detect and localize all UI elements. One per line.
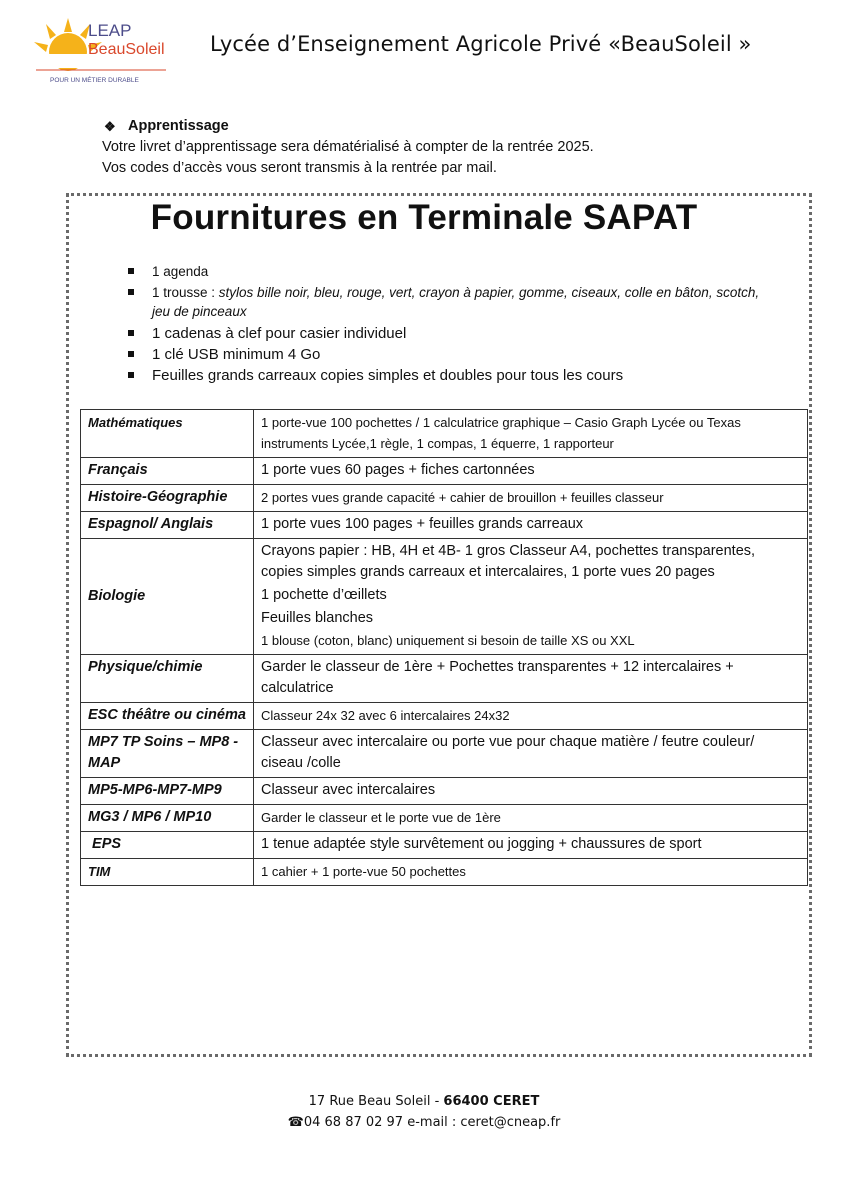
list-item: 1 agenda <box>128 262 768 281</box>
details-cell: Classeur avec intercalaires <box>254 778 808 805</box>
details-cell: 1 porte vues 100 pages + feuilles grands carreaux <box>254 512 808 539</box>
logo-line1: LEAP <box>88 21 132 40</box>
square-bullet-icon <box>128 330 134 336</box>
table-row <box>81 730 808 778</box>
biologie-line-3: Feuilles blanches <box>261 610 374 626</box>
table-row <box>81 859 808 886</box>
footer-city: 66400 CERET <box>443 1094 540 1109</box>
logo-line2: BeauSoleil <box>88 41 165 58</box>
details-cell: Classeur avec intercalaire ou porte vue pour chaque matière / feutre couleur/ ciseau /colle <box>254 730 808 778</box>
supplies-list <box>128 262 768 386</box>
details-cell: 1 porte-vue 100 pochettes / 1 calculatrice graphique – Casio Graph Lycée ou Texas instruments Lycée,1 règle, 1 compas, 1 équerre, 1 rapporteur <box>254 410 808 458</box>
table-row <box>81 703 808 730</box>
list-item: 1 trousse : stylos bille noir, bleu, rouge, vert, crayon à papier, gomme, ciseaux, colle en bâton, scotch, jeu de pinceaux <box>128 283 768 321</box>
footer-contact <box>0 1112 848 1133</box>
table-row <box>81 805 808 832</box>
details-cell: Garder le classeur et le porte vue de 1ère <box>254 805 808 832</box>
biologie-line-2: 1 pochette d’œillets <box>261 587 387 603</box>
biologie-line-4: 1 blouse (coton, blanc) uniquement si besoin de taille XS ou XXL <box>261 633 635 648</box>
details-cell: Classeur 24x 32 avec 6 intercalaires 24x32 <box>254 703 808 730</box>
table-row <box>81 832 808 859</box>
page-title: Fournitures en Terminale SAPAT <box>150 198 698 237</box>
details-cell: 1 porte vues 60 pages + fiches cartonnées <box>254 458 808 485</box>
biologie-line-1: Crayons papier : HB, 4H et 4B- 1 gros Classeur A4, pochettes transparentes, copies simples grands carreaux et intercalaires, 1 porte vues 20 pages <box>261 543 756 580</box>
subject-cell: Mathématiques <box>81 410 254 458</box>
square-bullet-icon <box>128 289 134 295</box>
diamond-bullet-icon: ❖ <box>104 119 116 134</box>
subject-cell: Histoire-Géographie <box>81 485 254 512</box>
table-row <box>81 410 808 458</box>
apprentissage-section <box>102 116 594 179</box>
details-cell: 2 portes vues grande capacité + cahier de brouillon + feuilles classeur <box>254 485 808 512</box>
subject-cell: MP5-MP6-MP7-MP9 <box>81 778 254 805</box>
footer-phone-email: 04 68 87 02 97 e-mail : ceret@cneap.fr <box>303 1115 561 1130</box>
subject-cell: Biologie <box>81 539 254 655</box>
table-row <box>81 485 808 512</box>
subject-cell: TIM <box>81 859 254 886</box>
details-cell <box>254 539 808 655</box>
school-title: Lycée d’Enseignement Agricole Privé «BeauSoleil » <box>210 32 752 56</box>
square-bullet-icon <box>128 268 134 274</box>
subject-cell: Physique/chimie <box>81 655 254 703</box>
details-cell: Garder le classeur de 1ère + Pochettes transparentes + 12 intercalaires + calculatrice <box>254 655 808 703</box>
logo-tagline: POUR UN MÉTIER DURABLE <box>50 77 139 84</box>
apprentissage-heading: Apprentissage <box>128 118 229 134</box>
subject-cell: Français <box>81 458 254 485</box>
list-item: 1 cadenas à clef pour casier individuel <box>128 323 768 344</box>
table-row <box>81 539 808 655</box>
square-bullet-icon <box>128 372 134 378</box>
subject-cell: EPS <box>81 832 254 859</box>
subject-cell: ESC théâtre ou cinéma <box>81 703 254 730</box>
school-logo <box>28 8 168 88</box>
subject-cell: MP7 TP Soins – MP8 - MAP <box>81 730 254 778</box>
list-item: 1 clé USB minimum 4 Go <box>128 344 768 365</box>
list-item: Feuilles grands carreaux copies simples et doubles pour tous les cours <box>128 365 768 386</box>
table-row <box>81 778 808 805</box>
subjects-table <box>80 409 808 886</box>
subject-cell: MG3 / MP6 / MP10 <box>81 805 254 832</box>
square-bullet-icon <box>128 351 134 357</box>
footer <box>0 1091 848 1133</box>
telephone-icon: ☎ <box>287 1115 304 1130</box>
details-cell: 1 cahier + 1 porte-vue 50 pochettes <box>254 859 808 886</box>
table-row <box>81 458 808 485</box>
table-row <box>81 655 808 703</box>
details-cell: 1 tenue adaptée style survêtement ou jogging + chaussures de sport <box>254 832 808 859</box>
table-row <box>81 512 808 539</box>
apprentissage-line-2: Vos codes d’accès vous seront transmis à la rentrée par mail. <box>102 160 497 176</box>
footer-address: 17 Rue Beau Soleil - 66400 CERET <box>308 1094 540 1109</box>
subject-cell: Espagnol/ Anglais <box>81 512 254 539</box>
apprentissage-line-1: Votre livret d’apprentissage sera dématérialisé à compter de la rentrée 2025. <box>102 139 594 155</box>
